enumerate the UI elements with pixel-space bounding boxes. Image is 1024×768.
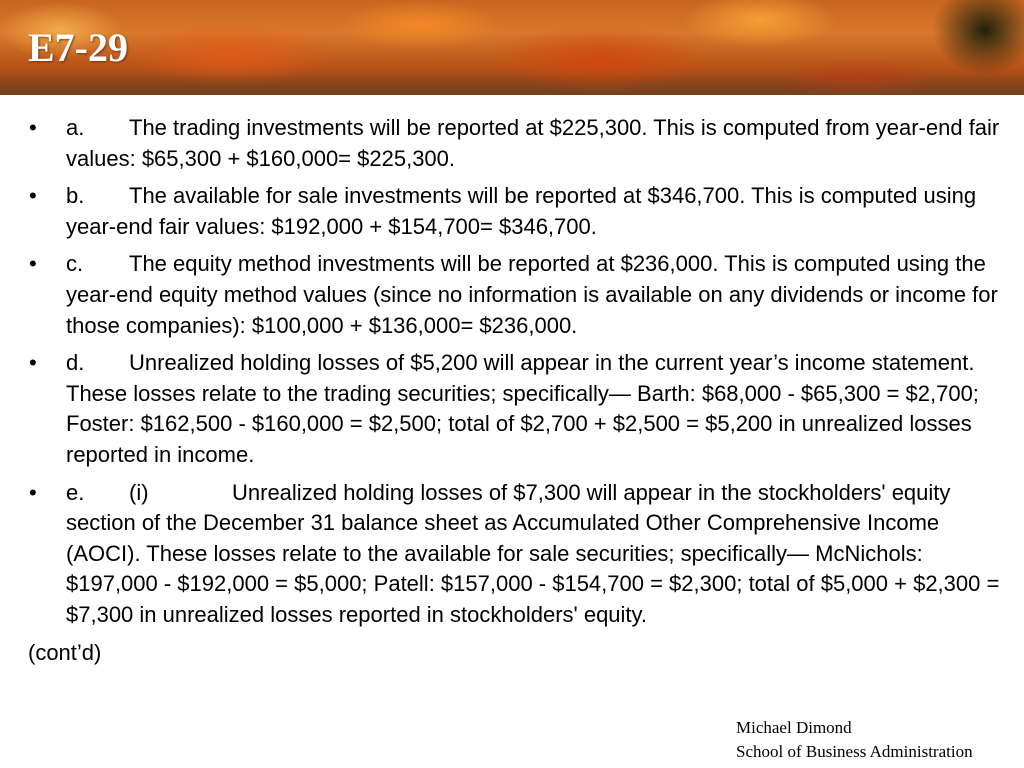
footer-credit [736,716,973,764]
footer-school: School of Business Administration [736,742,973,761]
item-text: The trading investments will be reported at $225,300. This is computed from year-end fair values: $65,300 + $160,000= $225,300. [66,115,1000,171]
item-text: The available for sale investments will be reported at $346,700. This is computed using year-end fair values: $192,000 + $154,700= $346,700. [66,183,977,239]
bullet-item-d [0,348,1024,470]
bullet-dot: • [29,183,37,209]
item-text: The equity method investments will be reported at $236,000. This is computed using the year-end equity method values (since no information is available on any dividends or income for those companies): $100,000 + $136,000= $236,000. [66,251,998,338]
item-text: Unrealized holding losses of $5,200 will appear in the current year’s income statement. These losses relate to the trading securities; specifically— Barth: $68,000 - $65,300 = $2,700; Foster: $162,500 - $160,000 = $2,500; total of $2,700 + $2,500 = $5,200 in unrealized losses reported in income. [66,350,979,467]
bullet-item-a [0,113,1024,174]
slide-title: E7-29 [28,25,128,70]
item-marker: c. [66,251,84,277]
continued-label: (cont’d) [28,639,102,665]
item-marker: a. [66,115,85,140]
bullet-dot: • [29,479,37,505]
bullet-item-c [0,249,1024,341]
item-marker: b. [66,183,85,209]
bullet-item-b [0,181,1024,242]
footer-author: Michael Dimond [736,718,852,737]
bullet-dot: • [29,115,37,140]
bullet-dot: • [29,251,37,277]
slide-content [0,113,1024,668]
item-text: Unrealized holding losses of $7,300 will appear in the stockholders' equity section of the December 31 balance sheet as Accumulated Other Comprehensive Income (AOCI). These losses relate to the available for sale securities; specifically— McNichols: $197,000 - $192,000 = $5,000; Patell: $157,000 - $154,700 = $2,300; total of $5,000 + $2,300 = $7,300 in unrealized losses reported in stockholders' equity. [66,479,1000,627]
bullet-dot: • [29,350,37,376]
bullet-item-e [0,478,1024,631]
item-marker: e. [66,479,85,505]
item-submarker: (i) [129,479,149,505]
header-banner [0,0,1024,95]
item-marker: d. [66,350,85,376]
